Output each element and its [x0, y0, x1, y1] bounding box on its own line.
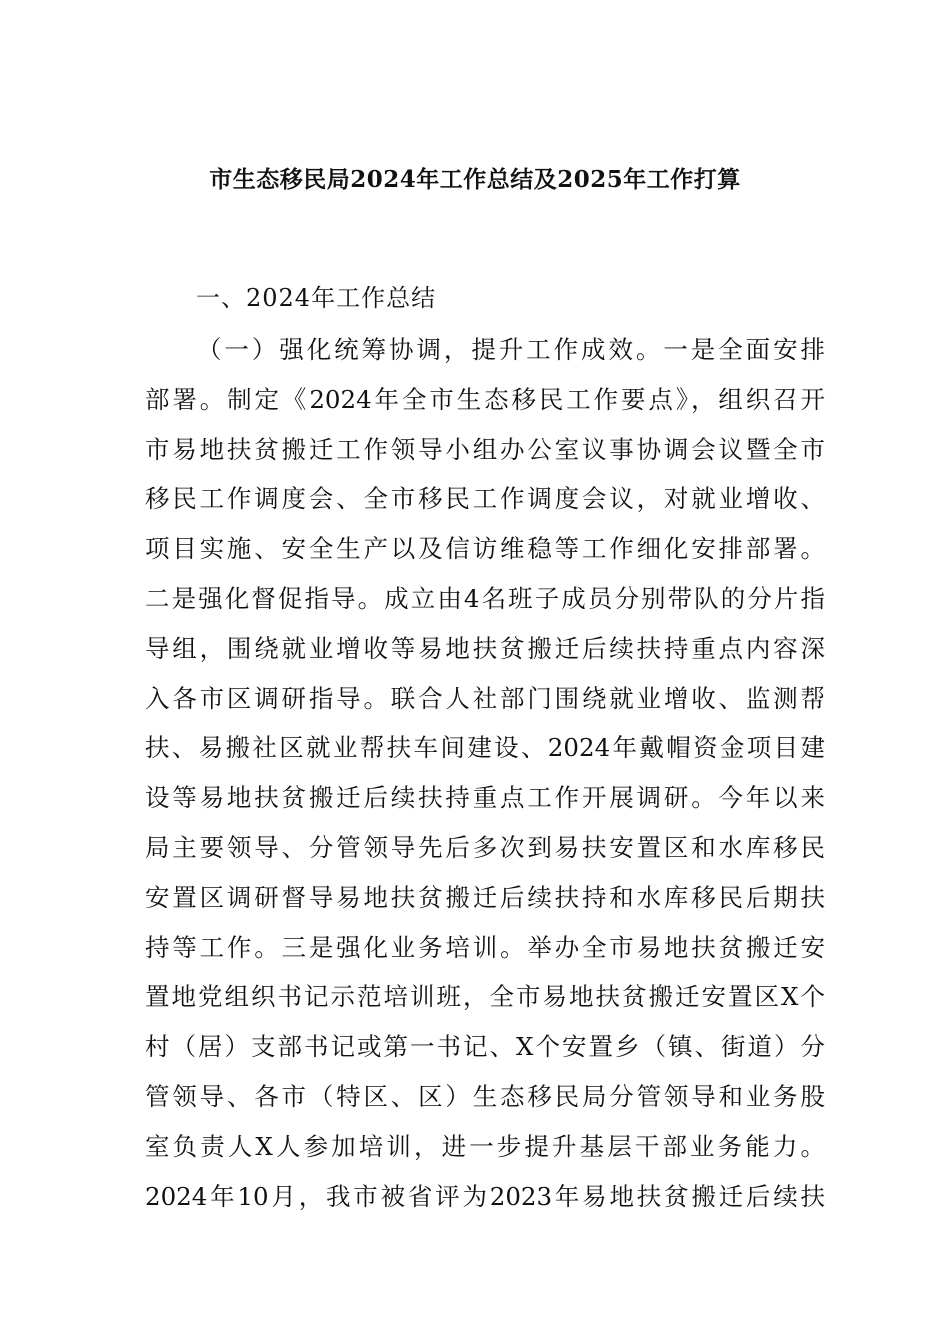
body-paragraph — [145, 325, 825, 1221]
body-line: 二是强化督促指导。成立由4名班子成员分别带队的分片指 — [145, 583, 825, 613]
body-line: 管领导、各市（特区、区）生态移民局分管领导和业务股 — [145, 1081, 825, 1111]
body-line: 部署。制定《2024年全市生态移民工作要点》，组织召开 — [145, 384, 825, 414]
body-line: 项目实施、安全生产以及信访维稳等工作细化安排部署。 — [145, 534, 825, 564]
body-line: 村（居）支部书记或第一书记、X个安置乡（镇、街道）分 — [145, 1032, 825, 1062]
section-heading: 一、2024年工作总结 — [196, 284, 437, 312]
body-line: 局主要领导、分管领导先后多次到易扶安置区和水库移民 — [145, 832, 825, 862]
body-line: 扶、易搬社区就业帮扶车间建设、2024年戴帽资金项目建 — [145, 733, 825, 763]
body-line: 设等易地扶贫搬迁后续扶持重点工作开展调研。今年以来 — [145, 783, 825, 813]
body-line: 置地党组织书记示范培训班，全市易地扶贫搬迁安置区X个 — [145, 982, 825, 1012]
body-line: 移民工作调度会、全市移民工作调度会议，对就业增收、 — [145, 484, 825, 514]
body-line: 导组，围绕就业增收等易地扶贫搬迁后续扶持重点内容深 — [145, 633, 825, 663]
body-line: 入各市区调研指导。联合人社部门围绕就业增收、监测帮 — [145, 683, 825, 713]
body-line: 市易地扶贫搬迁工作领导小组办公室议事协调会议暨全市 — [145, 434, 825, 464]
document-title: 市生态移民局2024年工作总结及2025年工作打算 — [209, 166, 741, 193]
body-line: 安置区调研督导易地扶贫搬迁后续扶持和水库移民后期扶 — [145, 882, 825, 912]
body-line: 持等工作。三是强化业务培训。举办全市易地扶贫搬迁安 — [145, 932, 825, 962]
body-line: 2024年10月，我市被省评为2023年易地扶贫搬迁后续扶 — [145, 1181, 825, 1211]
body-line: 室负责人X人参加培训，进一步提升基层干部业务能力。 — [145, 1131, 825, 1161]
body-line: （一）强化统筹协调，提升工作成效。一是全面安排 — [197, 335, 825, 364]
